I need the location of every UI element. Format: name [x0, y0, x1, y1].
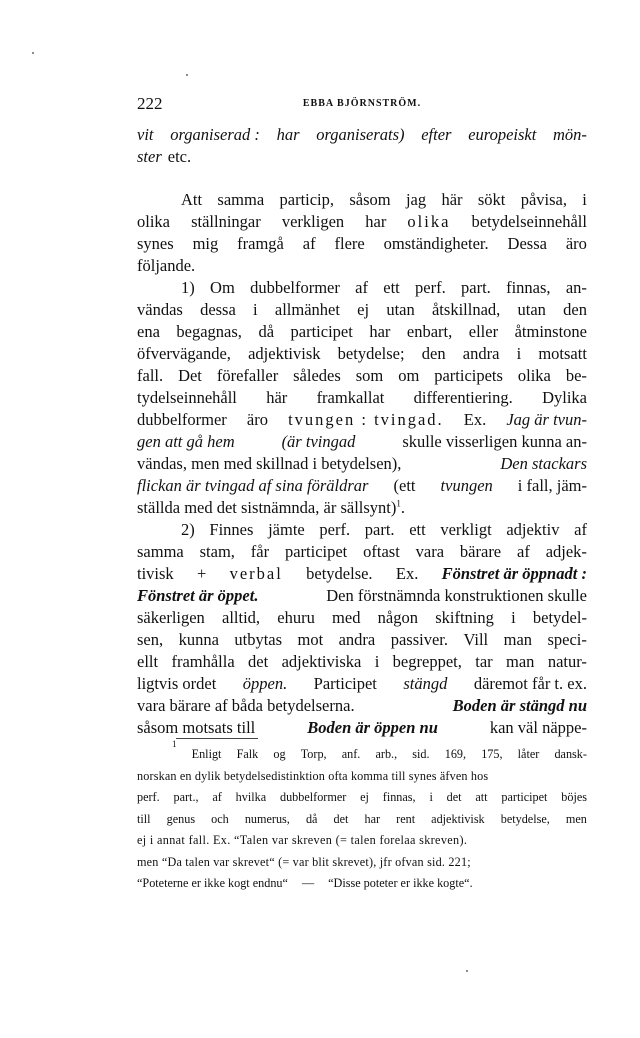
text-span: tvungen	[440, 476, 493, 495]
word: differentiering.	[413, 388, 513, 407]
word: det	[248, 652, 269, 671]
text-span: betydelseinnehåll	[471, 212, 587, 231]
word: af	[355, 278, 368, 297]
word: men	[565, 811, 587, 826]
word: hvilka	[235, 790, 267, 804]
word: förefaller	[216, 366, 279, 385]
word: natur-	[547, 652, 587, 671]
word: i	[429, 790, 433, 804]
word: jag	[405, 190, 427, 209]
text-line	[137, 387, 587, 409]
text-span: stängd	[403, 674, 448, 693]
text-line	[137, 189, 587, 211]
word: finnas,	[382, 790, 416, 804]
word: participet	[501, 790, 548, 804]
word: adjek-	[545, 542, 587, 561]
text-span: verbal	[229, 564, 283, 583]
footnote-line	[137, 787, 587, 809]
word: vändas	[137, 300, 183, 319]
word: Vill	[463, 630, 489, 649]
word: i	[374, 652, 380, 671]
footnote	[137, 739, 587, 895]
word: bärare	[459, 542, 502, 561]
word: i	[582, 190, 587, 209]
text-span: äro	[246, 410, 268, 429]
word: äro	[565, 234, 587, 253]
word: jämte	[268, 520, 305, 539]
word: får	[250, 542, 270, 561]
text-line	[137, 563, 587, 585]
word: om	[398, 366, 420, 385]
word: participets	[434, 366, 503, 385]
text-span: kan väl näppe-	[489, 718, 587, 737]
word: ett	[409, 520, 426, 539]
word: ett	[383, 278, 400, 297]
word: sen,	[137, 630, 164, 649]
text-span: Ex.	[463, 410, 487, 429]
word: till	[137, 811, 151, 826]
word: vit	[137, 125, 154, 144]
word: oftast	[363, 542, 400, 561]
word: att	[475, 790, 488, 804]
word: utan	[386, 300, 415, 319]
word: andra	[462, 344, 500, 363]
text-span: dubbelformer	[137, 410, 227, 429]
word: dubbelformer	[279, 790, 347, 804]
text-span: tvungen : tvingad.	[288, 410, 444, 429]
footnote-line	[137, 809, 587, 831]
word: ej	[357, 300, 370, 319]
text-line	[137, 497, 587, 519]
text-span: ställda med det sistnämnda, är sällsynt)$^1$.	[137, 498, 405, 517]
word: alltid,	[222, 608, 261, 627]
word: 2)	[181, 520, 195, 539]
word: man	[503, 630, 533, 649]
word: rent	[396, 811, 416, 826]
word: particip,	[279, 190, 335, 209]
word: Dylika	[542, 388, 587, 407]
word: verkligen	[281, 212, 345, 231]
word: efter	[421, 125, 452, 144]
word: Om	[210, 278, 235, 297]
word: Det	[178, 366, 202, 385]
word: af	[212, 790, 222, 804]
word: man	[506, 652, 535, 671]
text-span: —	[301, 876, 315, 890]
text-line	[137, 431, 587, 453]
text-line	[137, 343, 587, 365]
text-span: +	[196, 564, 207, 583]
text-span: etc.	[167, 147, 192, 166]
word: motsatt	[538, 344, 587, 363]
word: allmänhet	[274, 300, 340, 319]
word: framgå	[237, 234, 284, 253]
text-span: däremot får t. ex.	[473, 674, 587, 693]
word: vara	[415, 542, 445, 561]
word: af	[517, 542, 530, 561]
word: Dessa	[507, 234, 547, 253]
word: omständigheter.	[383, 234, 489, 253]
text-span: Fönstret är öppet.	[137, 586, 259, 605]
word: part.	[364, 520, 395, 539]
text-span: följande.	[137, 256, 196, 275]
word: och	[211, 811, 229, 826]
word: öfvervägande,	[137, 344, 231, 363]
word: då	[258, 322, 275, 341]
text-span: “Disse poteter er ikke kogte“.	[328, 876, 473, 890]
word: framkallat	[316, 388, 385, 407]
word: og	[273, 747, 286, 761]
word: arb.,	[375, 747, 398, 761]
word: europeiskt	[468, 125, 537, 144]
word: här	[266, 388, 288, 407]
text-line	[137, 365, 587, 387]
word: sökt	[477, 190, 506, 209]
text-line	[137, 607, 587, 629]
text-span: ster	[137, 147, 162, 166]
word: synes	[137, 234, 174, 253]
word: har	[364, 811, 381, 826]
word: påvisa,	[520, 190, 567, 209]
speck	[32, 52, 34, 54]
text-line	[137, 475, 587, 497]
word: framhålla	[171, 652, 235, 671]
text-span: vara bärare af båda betydelserna.	[137, 696, 355, 715]
text-span: öppen.	[242, 674, 288, 693]
text-span: Den förstnämnda konstruktionen skulle	[326, 586, 587, 605]
text-span: norskan en dylik betydelsedistinktion ofta komma till synes äfven hos	[137, 768, 489, 783]
word: med	[332, 608, 361, 627]
word: Torp,	[300, 747, 327, 761]
text-span: men “Da talen var skrevet“ (= var blit skrevet), jfr ofvan sid. 221;	[137, 854, 471, 869]
word: ställningar	[191, 212, 261, 231]
word: den	[563, 300, 587, 319]
word: betydel-	[532, 608, 587, 627]
word: såsom	[349, 190, 391, 209]
word: dessa	[200, 300, 236, 319]
word: Att	[181, 190, 203, 209]
text-span: betydelse.	[306, 564, 373, 583]
word: Finnes	[209, 520, 254, 539]
word: i	[253, 300, 258, 319]
text-line	[137, 409, 587, 431]
word: af	[574, 520, 587, 539]
word: genus	[166, 811, 196, 826]
text-line	[137, 277, 587, 299]
word: utbytas	[234, 630, 283, 649]
speck	[466, 970, 468, 972]
word: mot	[297, 630, 324, 649]
text-span: Jag är tvun-	[506, 410, 587, 429]
word: stam,	[199, 542, 235, 561]
word: då	[305, 811, 318, 826]
word: ej	[360, 790, 369, 804]
text-span: såsom motsats till	[137, 718, 256, 737]
footnote-ref: 1	[396, 498, 401, 509]
word: har	[276, 125, 300, 144]
word: participet	[290, 322, 353, 341]
word: i	[511, 608, 516, 627]
word: mig	[192, 234, 219, 253]
footnote-divider	[176, 738, 258, 739]
word: begagnas,	[176, 322, 242, 341]
text-line	[137, 695, 587, 717]
word: af	[302, 234, 316, 253]
text-line	[137, 453, 587, 475]
word: olika	[137, 212, 170, 231]
text-span: (ett	[393, 476, 416, 495]
word: flere	[334, 234, 365, 253]
word: ena	[137, 322, 160, 341]
word: anf.	[341, 747, 361, 761]
footnote-line	[137, 830, 587, 852]
text-span: Ex.	[395, 564, 419, 583]
word: perf.	[415, 278, 446, 297]
word: tydelseinnehåll	[137, 388, 237, 407]
text-span: (är tvingad	[281, 432, 356, 451]
text-line	[137, 519, 587, 541]
word: adjektiv	[506, 520, 560, 539]
page-number: 222	[137, 94, 163, 113]
word: ellt	[137, 652, 159, 671]
word: således	[293, 366, 341, 385]
word: organiserats)	[316, 125, 405, 144]
text-span: flickan är tvingad af sina föräldrar	[137, 476, 369, 495]
word: perf.	[319, 520, 351, 539]
word: betydelse;	[337, 344, 405, 363]
text-line	[137, 541, 587, 563]
text-span: Den stackars	[500, 454, 587, 473]
word: 1)	[181, 278, 195, 297]
word: andra	[338, 630, 376, 649]
word: skiftning	[435, 608, 494, 627]
text-span: Fönstret är öppnadt :	[441, 564, 587, 583]
word: finnas,	[506, 278, 551, 297]
word: an-	[565, 278, 587, 297]
word: det	[333, 811, 349, 826]
word: som	[355, 366, 384, 385]
word: böjes	[561, 790, 587, 804]
word: den	[421, 344, 446, 363]
text-span: skulle visserligen kunna an-	[402, 432, 587, 451]
word: olika	[517, 366, 551, 385]
text-line	[137, 299, 587, 321]
text-span: gen att gå hem	[137, 432, 235, 451]
word: åtminstone	[514, 322, 587, 341]
word: säkerligen	[137, 608, 205, 627]
word: part.,	[173, 790, 199, 804]
text-line	[137, 124, 587, 146]
text-line	[137, 717, 587, 739]
word: låter	[517, 747, 540, 761]
page-header	[137, 94, 587, 116]
word: åtskillnad,	[431, 300, 501, 319]
word: begreppet,	[392, 652, 462, 671]
word: fall.	[137, 366, 164, 385]
word: 169,	[444, 747, 467, 761]
text-span: Participet	[313, 674, 377, 693]
text-line	[137, 629, 587, 651]
word: Falk	[236, 747, 259, 761]
text-line	[137, 146, 587, 168]
word: adjektivisk	[431, 811, 485, 826]
word: participet	[284, 542, 348, 561]
word: här	[441, 190, 463, 209]
word: speci-	[547, 630, 587, 649]
text-span: vändas, men med skillnad i betydelsen),	[137, 454, 402, 473]
footnote-line	[137, 873, 587, 895]
text-span: tivisk	[137, 564, 174, 583]
word: samma	[217, 190, 265, 209]
word: det	[446, 790, 462, 804]
word: utan	[517, 300, 546, 319]
word: part.	[461, 278, 491, 297]
text-line	[137, 321, 587, 343]
word: enbart,	[406, 322, 453, 341]
footnote-line	[137, 852, 587, 874]
word: adjektiviska	[281, 652, 362, 671]
footnote-line	[137, 739, 587, 766]
word: i	[516, 344, 522, 363]
word: passiver.	[390, 630, 449, 649]
text-span: ligtvis ordet	[137, 674, 217, 693]
text-line	[137, 673, 587, 695]
text-span: “Poteterne er ikke kogt endnu“	[137, 876, 288, 890]
word: numerus,	[244, 811, 290, 826]
main-text	[137, 124, 587, 739]
word: samma	[137, 542, 184, 561]
word: be-	[565, 366, 587, 385]
text-line	[137, 233, 587, 255]
word: har	[365, 212, 387, 231]
text-span: olika	[407, 212, 451, 231]
speck	[186, 74, 188, 76]
footnote-line	[137, 766, 587, 788]
word: Enligt	[191, 747, 222, 761]
text-line	[137, 651, 587, 673]
word: betydelse,	[500, 811, 550, 826]
word: verkligt	[440, 520, 492, 539]
word: 175,	[481, 747, 503, 761]
word: organiserad :	[170, 125, 260, 144]
word: har	[369, 322, 391, 341]
word: perf.	[137, 790, 160, 804]
word: kunna	[178, 630, 219, 649]
word: tar	[475, 652, 493, 671]
word: dubbelformer	[250, 278, 340, 297]
word: sid.	[412, 747, 430, 761]
text-line	[137, 585, 587, 607]
word: mön-	[553, 125, 587, 144]
text-line	[137, 211, 587, 233]
text-span: i fall, jäm-	[517, 476, 587, 495]
word: adjektivisk	[248, 344, 321, 363]
word: dansk-	[554, 747, 587, 761]
word: någon	[377, 608, 418, 627]
text-span: Boden är öppen nu	[307, 718, 438, 737]
word: ehuru	[277, 608, 315, 627]
running-title: EBBA BJÖRNSTRÖM.	[302, 98, 422, 109]
word: eller	[468, 322, 499, 341]
footnote-number: 1	[172, 739, 177, 749]
text-line	[137, 255, 587, 277]
text-span: Boden är stängd nu	[452, 696, 587, 715]
text-span: ej i annat fall. Ex. “Talen var skreven (= talen forelaa skreven).	[137, 833, 468, 847]
